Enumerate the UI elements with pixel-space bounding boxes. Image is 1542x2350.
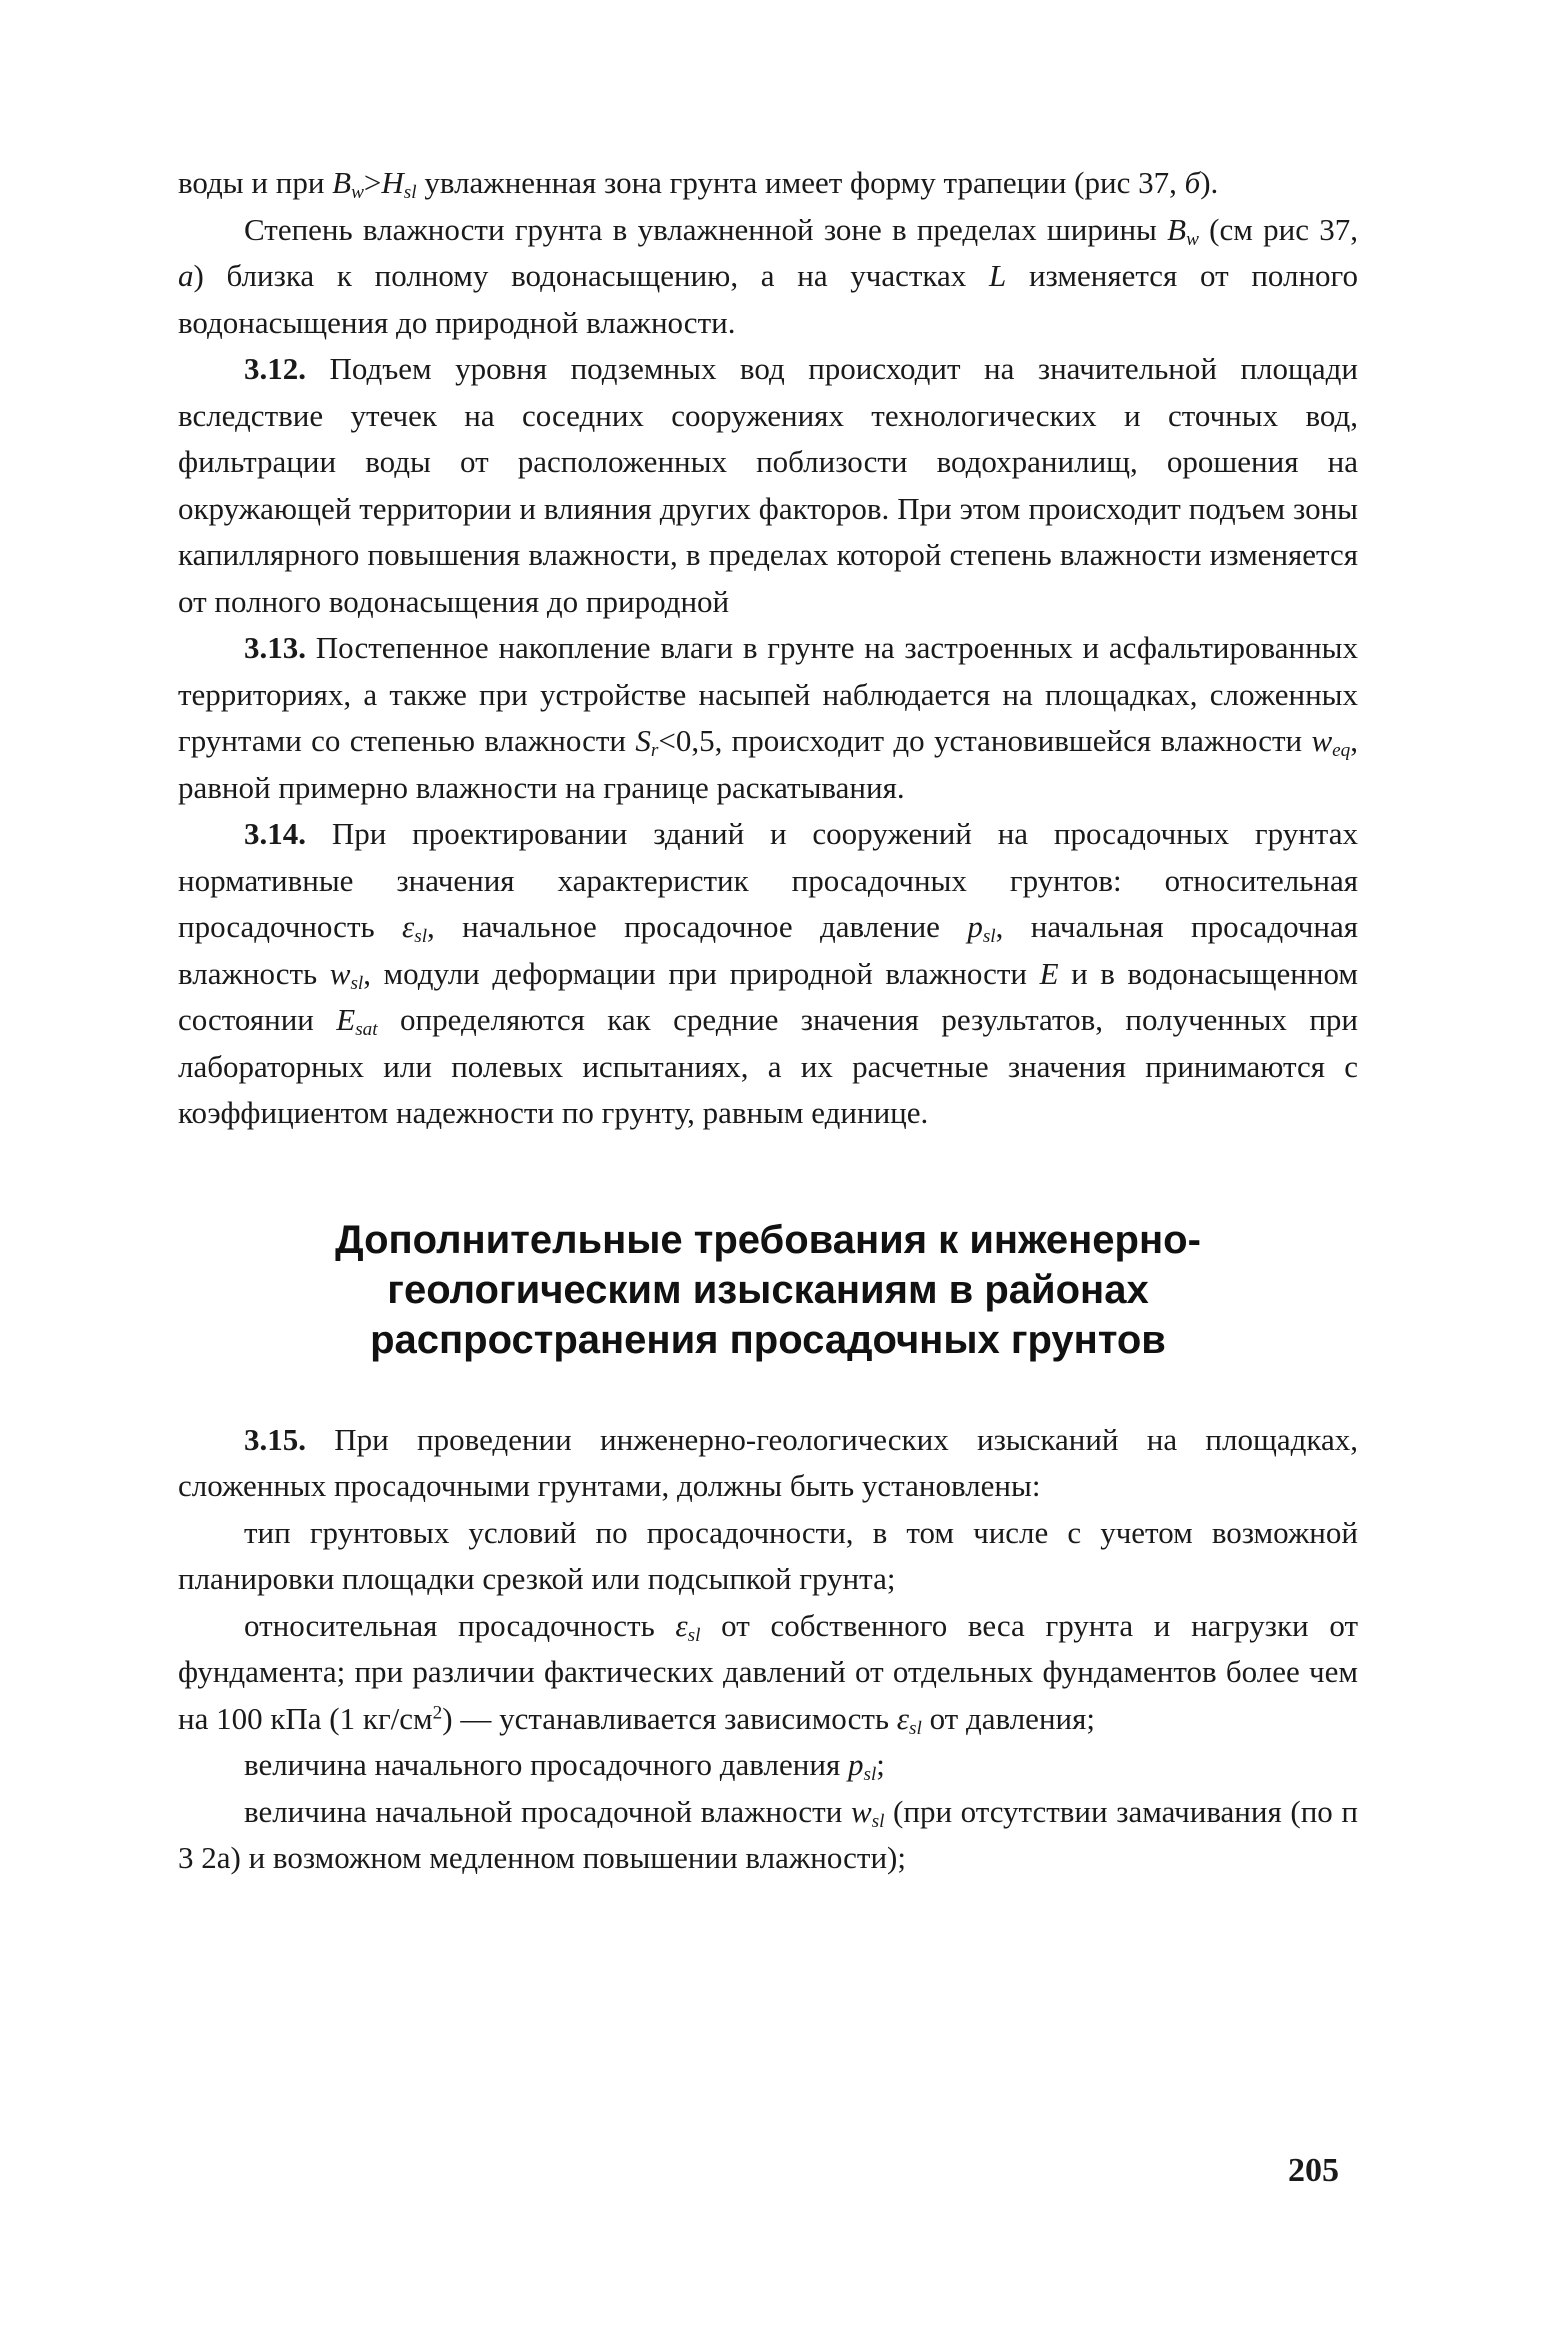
list-item-initial-moisture: величина начальной просадочной влажности $w_{sl}$ (при отсутствии замачивания (по п 3 2а) и возможном медленном повышении влажности); bbox=[178, 1793, 1358, 1875]
section-heading-line: геологическим изысканиям в районах bbox=[387, 1267, 1149, 1312]
paragraph-3-14: 3.14. При проектировании зданий и сооружений на просадочных грунтах нормативные значения характеристик просадочных грунтов: относительная просадочность $\varepsilon_{sl}$, начальное просадочное давление $p_{sl}$, начальная просадочная влажность $w_{sl}$, модули деформации при природной влажности E и в водонасыщенном состоянии $E_{sat}$ определяются как средние значения результатов, полученных при лабораторных или полевых испытаниях, а их расчетные значения принимаются с коэффициентом надежности по грунту, равным единице. bbox=[178, 816, 1358, 1130]
clause-number: 3.12. bbox=[244, 351, 306, 386]
list-item-soil-type: тип грунтовых условий по просадочности, в том числе с учетом возможной планировки площадки срезкой или подсыпкой грунта; bbox=[178, 1514, 1358, 1596]
paragraph-3-15: 3.15. При проведении инженерно-геологических изысканий на площадках, сложенных просадочными грунтами, должны быть установлены: bbox=[178, 1421, 1358, 1503]
page-body bbox=[178, 160, 1358, 1882]
clause-number: 3.14. bbox=[244, 816, 306, 851]
list-item-relative-subsidence: относительная просадочность $\varepsilon_{sl}$ от собственного веса грунта и нагрузки от фундамента; при различии фактических давлений от отдельных фундаментов более чем на 100 кПа (1 $кг/см^2$) — устанавливается зависимость $\varepsilon_{sl}$ от давления; bbox=[178, 1607, 1358, 1739]
paragraph-saturation-degree: Степень влажности грунта в увлажненной зоне в пределах ширины $B_w$ (см рис 37, а) близка к полному водонасыщению, а на участках L изменяется от полного водонасыщения до природной влажности. bbox=[178, 211, 1358, 340]
clause-number: 3.15. bbox=[244, 1421, 306, 1457]
paragraph-continuation: воды и при $B_w>H_{sl}$ увлажненная зона грунта имеет форму трапеции (рис 37, б). bbox=[178, 165, 1219, 203]
page-number: 205 bbox=[1288, 2152, 1339, 2189]
section-heading bbox=[178, 1215, 1358, 1365]
clause-number: 3.13. bbox=[244, 630, 306, 665]
paragraph-3-13: 3.13. Постепенное накопление влаги в грунте на застроенных и асфальтированных территориях, а также при устройстве насыпей наблюдается на площадках, сложенных грунтами со степенью влажности $S_r<0,5$, происходит до установившейся влажности $w_{eq}$, равной примерно влажности на границе раскатывания. bbox=[178, 630, 1358, 805]
section-heading-line: Дополнительные требования к инженерно- bbox=[335, 1217, 1201, 1262]
list-item-initial-pressure: величина начального просадочного давления $p_{sl}$; bbox=[244, 1747, 885, 1785]
section-heading-line: распространения просадочных грунтов bbox=[370, 1317, 1166, 1362]
paragraph-3-12: 3.12. Подъем уровня подземных вод происходит на значительной площади вследствие утечек на соседних сооружениях технологических и сточных вод, фильтрации воды от расположенных поблизости водохранилищ, орошения на окружающей территории и влияния других факторов. При этом происходит подъем зоны капиллярного повышения влажности, в пределах которой степень влажности изменяется от полного водонасыщения до природной bbox=[178, 351, 1358, 619]
